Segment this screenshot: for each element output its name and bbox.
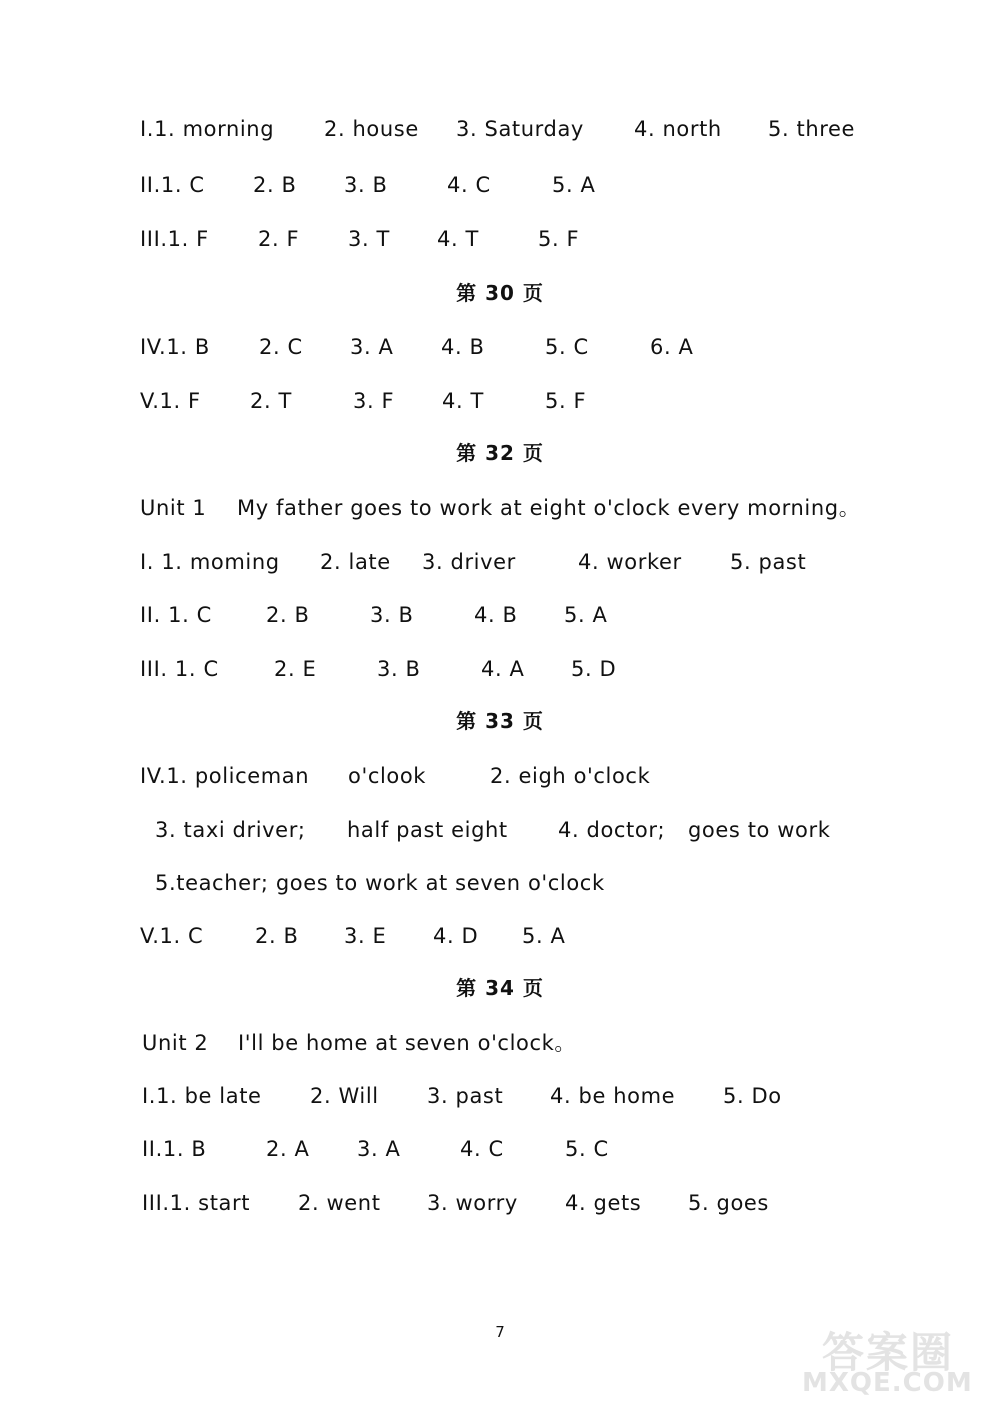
answer-item: 2. F (258, 227, 300, 251)
answer-item: 3. taxi driver; (155, 818, 306, 842)
answer-item: III.1. F (140, 227, 209, 251)
answer-item: 2. house (324, 117, 419, 141)
answer-item: 6. A (650, 335, 694, 359)
answer-item: 3. B (370, 603, 414, 627)
answer-item: V.1. C (140, 924, 204, 948)
answer-item: 4. B (441, 335, 485, 359)
answer-item: Unit 1 (140, 496, 207, 520)
answer-item: 5. goes (688, 1191, 769, 1215)
answer-item: 3. Saturday (456, 117, 584, 141)
answer-item: 4. C (447, 173, 491, 197)
watermark-url: MXQE.COM (802, 1368, 973, 1398)
answer-item: 5. C (565, 1137, 609, 1161)
answer-item: I.1. morning (140, 117, 275, 141)
answer-item: 3. B (377, 657, 421, 681)
answer-item: I. 1. moming (140, 550, 280, 574)
answer-item: 4. doctor; (558, 818, 666, 842)
answer-item: 4. D (433, 924, 479, 948)
answer-item: 4. T (437, 227, 479, 251)
answer-item: 5. past (730, 550, 807, 574)
answer-item: 2. late (320, 550, 391, 574)
answer-item: 5. A (552, 173, 596, 197)
answer-item: II.1. B (142, 1137, 207, 1161)
answer-item: 5. A (564, 603, 608, 627)
answer-item: 4. gets (565, 1191, 642, 1215)
answer-item: I.1. be late (142, 1084, 262, 1108)
answer-item: III.1. start (142, 1191, 251, 1215)
answer-item: III. 1. C (140, 657, 219, 681)
answer-item: 2. C (259, 335, 303, 359)
answer-item: IV.1. policeman (140, 764, 310, 788)
answer-item: My father goes to work at eight o'clock every morning。 (237, 496, 861, 520)
answer-item: I'll be home at seven o'clock。 (238, 1031, 576, 1055)
answer-item: 3. A (350, 335, 394, 359)
answer-item: II.1. C (140, 173, 205, 197)
answer-item: 5. C (545, 335, 589, 359)
answer-item: 4. be home (550, 1084, 676, 1108)
answer-item: 3. driver (422, 550, 516, 574)
answer-item: 3. E (344, 924, 387, 948)
answer-item: 3. A (357, 1137, 401, 1161)
answer-item: 2. A (266, 1137, 310, 1161)
answer-item: 5. A (522, 924, 566, 948)
answer-item: 4. north (634, 117, 722, 141)
answer-item: 3. B (344, 173, 388, 197)
answer-item: 2. Will (310, 1084, 379, 1108)
answer-item: 5. F (538, 227, 580, 251)
answer-item: 2. eigh o'clock (490, 764, 651, 788)
answer-item: 2. B (255, 924, 299, 948)
answer-item: 2. went (298, 1191, 381, 1215)
answer-item: 2. B (266, 603, 310, 627)
answer-item: 5. Do (723, 1084, 782, 1108)
answer-item: 2. E (274, 657, 317, 681)
answer-item: 5. F (545, 389, 587, 413)
answer-item: 4. T (442, 389, 484, 413)
answer-item: 4. B (474, 603, 518, 627)
answer-item: 3. F (353, 389, 395, 413)
page-section-heading: 第 30 页 (456, 281, 544, 305)
page-section-heading: 第 32 页 (456, 441, 544, 465)
page-section-heading: 第 33 页 (456, 709, 544, 733)
page-number: 7 (495, 1323, 505, 1341)
answer-item: goes to work (688, 818, 831, 842)
answer-item: V.1. F (140, 389, 201, 413)
answer-item: 2. B (253, 173, 297, 197)
answer-item: 4. A (481, 657, 525, 681)
answer-item: 3. worry (427, 1191, 518, 1215)
answer-item: 5.teacher; goes to work at seven o'clock (155, 871, 605, 895)
answer-item: 3. T (348, 227, 390, 251)
answer-item: Unit 2 (142, 1031, 209, 1055)
answer-item: 2. T (250, 389, 292, 413)
answer-item: 3. past (427, 1084, 504, 1108)
answer-item: o'clook (348, 764, 427, 788)
answer-item: 5. three (768, 117, 856, 141)
answer-item: half past eight (347, 818, 508, 842)
answer-item: 5. D (571, 657, 617, 681)
answer-item: IV.1. B (140, 335, 210, 359)
page-section-heading: 第 34 页 (456, 976, 544, 1000)
answer-item: 4. worker (578, 550, 682, 574)
answer-item: II. 1. C (140, 603, 212, 627)
watermark-text: 答案圈 (822, 1328, 955, 1377)
answer-item: 4. C (460, 1137, 504, 1161)
watermark-logo (792, 1318, 992, 1398)
